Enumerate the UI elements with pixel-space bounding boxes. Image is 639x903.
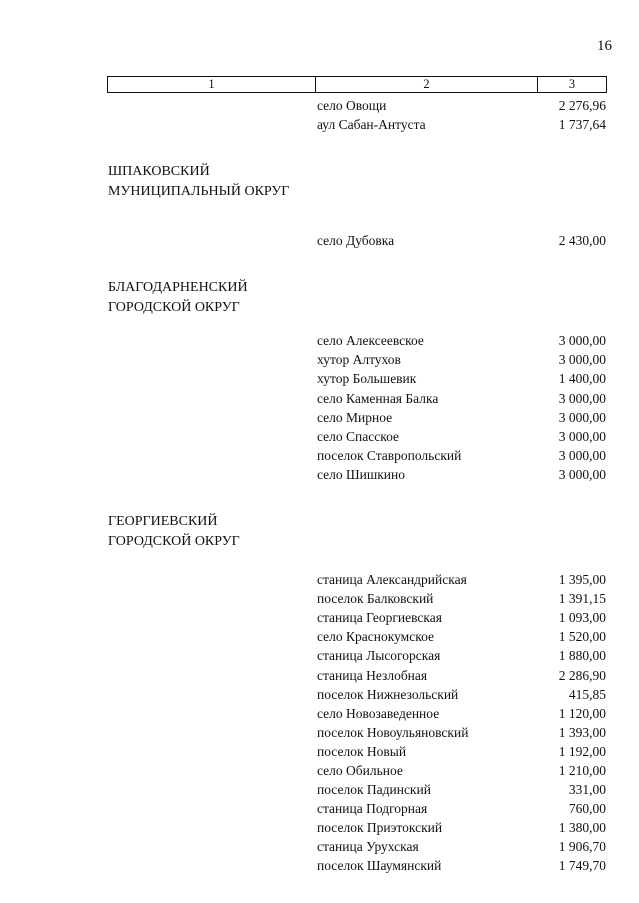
settlement-name: село Овощи <box>317 98 387 113</box>
table-row <box>0 666 639 685</box>
table-row <box>0 723 639 742</box>
table-row <box>0 742 639 761</box>
district-title <box>0 278 639 317</box>
table-row <box>0 589 639 608</box>
table-row <box>0 761 639 780</box>
settlement-value: 3 000,00 <box>558 447 606 463</box>
district-title-line-2: МУНИЦИПАЛЬНЫЙ ОКРУГ <box>108 183 290 199</box>
table-row <box>0 780 639 799</box>
settlement-value: 415,85 <box>568 686 606 702</box>
settlement-name: аул Сабан-Антуста <box>317 117 426 133</box>
table-row <box>0 96 639 115</box>
district-rows <box>0 570 639 876</box>
settlement-name: село Дубовка <box>317 233 395 249</box>
table-row <box>0 446 639 465</box>
settlement-name: село Мирное <box>317 409 393 425</box>
district-title <box>0 512 639 551</box>
settlement-name: станица Лысогорская <box>317 648 441 664</box>
page-number: 16 <box>597 38 612 54</box>
settlement-name: хутор Большевик <box>317 371 417 387</box>
district-title-line-2: ГОРОДСКОЙ ОКРУГ <box>108 533 240 549</box>
settlement-value: 3 000,00 <box>558 333 606 349</box>
settlement-name: поселок Ставропольский <box>317 447 462 463</box>
table-row <box>0 408 639 427</box>
settlement-value: 3 000,00 <box>558 352 606 368</box>
table-row <box>0 570 639 589</box>
settlement-value: 1 380,00 <box>558 820 606 836</box>
settlement-value: 3 000,00 <box>558 409 606 425</box>
district-title-line-2: ГОРОДСКОЙ ОКРУГ <box>108 299 240 315</box>
settlement-value: 1 210,00 <box>558 762 606 778</box>
table-row <box>0 685 639 704</box>
settlement-value: 1 093,00 <box>558 610 606 626</box>
settlement-value: 1 400,00 <box>558 371 606 387</box>
settlement-name: поселок Приэтокский <box>317 820 443 836</box>
settlement-value: 3 000,00 <box>558 428 606 444</box>
table-row <box>0 465 639 484</box>
settlement-value: 1 737,64 <box>558 117 606 133</box>
settlement-name: станица Незлобная <box>317 667 428 683</box>
settlement-name: станица Александрийская <box>317 572 467 588</box>
table-row <box>0 646 639 665</box>
settlement-value: 1 391,15 <box>558 591 606 607</box>
settlement-name: село Шишкино <box>317 466 406 482</box>
settlement-value: 2 276,96 <box>558 98 606 113</box>
district-title-line-1: ШПАКОВСКИЙ <box>108 164 210 180</box>
settlement-value: 1 880,00 <box>558 648 606 664</box>
header-col-1: 1 <box>108 77 316 92</box>
table-row <box>0 115 639 134</box>
settlement-value: 1 120,00 <box>558 705 606 721</box>
settlement-value: 2 430,00 <box>558 233 606 249</box>
settlement-name: станица Георгиевская <box>317 610 442 626</box>
table-row <box>0 627 639 646</box>
table-row <box>0 231 639 250</box>
table-row <box>0 331 639 350</box>
settlement-name: село Каменная Балка <box>317 390 439 406</box>
settlement-name: хутор Алтухов <box>317 352 401 368</box>
settlement-value: 331,00 <box>568 782 606 798</box>
settlement-name: поселок Новый <box>317 743 407 759</box>
header-col-2: 2 <box>316 77 538 92</box>
district-title-line-1: БЛАГОДАРНЕНСКИЙ <box>108 280 248 296</box>
settlement-name: станица Урухская <box>317 839 419 855</box>
settlement-value: 1 393,00 <box>558 724 606 740</box>
header-col-3: 3 <box>568 77 576 91</box>
settlement-name: поселок Балковский <box>317 591 434 607</box>
district-title <box>0 162 639 201</box>
settlement-value: 1 749,70 <box>558 858 606 874</box>
district-title-line-1: ГЕОРГИЕВСКИЙ <box>108 514 218 530</box>
table-row <box>0 427 639 446</box>
settlement-value: 2 286,90 <box>558 667 606 683</box>
table-body <box>0 96 639 876</box>
table-row <box>0 818 639 837</box>
table-header <box>107 76 607 93</box>
settlement-name: село Краснокумское <box>317 629 434 645</box>
settlement-name: село Алексеевское <box>317 333 424 349</box>
table-row <box>0 389 639 408</box>
table-row <box>0 799 639 818</box>
settlement-value: 3 000,00 <box>558 466 606 482</box>
settlement-value: 3 000,00 <box>558 390 606 406</box>
table-row <box>0 837 639 856</box>
settlement-value: 1 395,00 <box>558 572 606 588</box>
table-row <box>0 856 639 875</box>
table-row <box>0 350 639 369</box>
settlement-name: поселок Нижнезольский <box>317 686 459 702</box>
settlement-name: поселок Падинский <box>317 782 431 798</box>
settlement-name: поселок Шаумянский <box>317 858 442 874</box>
settlement-name: поселок Новоульяновский <box>317 724 469 740</box>
settlement-value: 1 192,00 <box>558 743 606 759</box>
settlement-name: село Обильное <box>317 762 403 778</box>
district-rows <box>0 331 639 484</box>
settlement-name: село Новозаведенное <box>317 705 440 721</box>
table-row <box>0 704 639 723</box>
table-row <box>0 608 639 627</box>
settlement-value: 1 520,00 <box>558 629 606 645</box>
settlement-value: 760,00 <box>568 801 606 817</box>
settlement-value: 1 906,70 <box>558 839 606 855</box>
settlement-name: село Спасское <box>317 428 399 444</box>
settlement-name: станица Подгорная <box>317 801 428 817</box>
table-row <box>0 369 639 388</box>
